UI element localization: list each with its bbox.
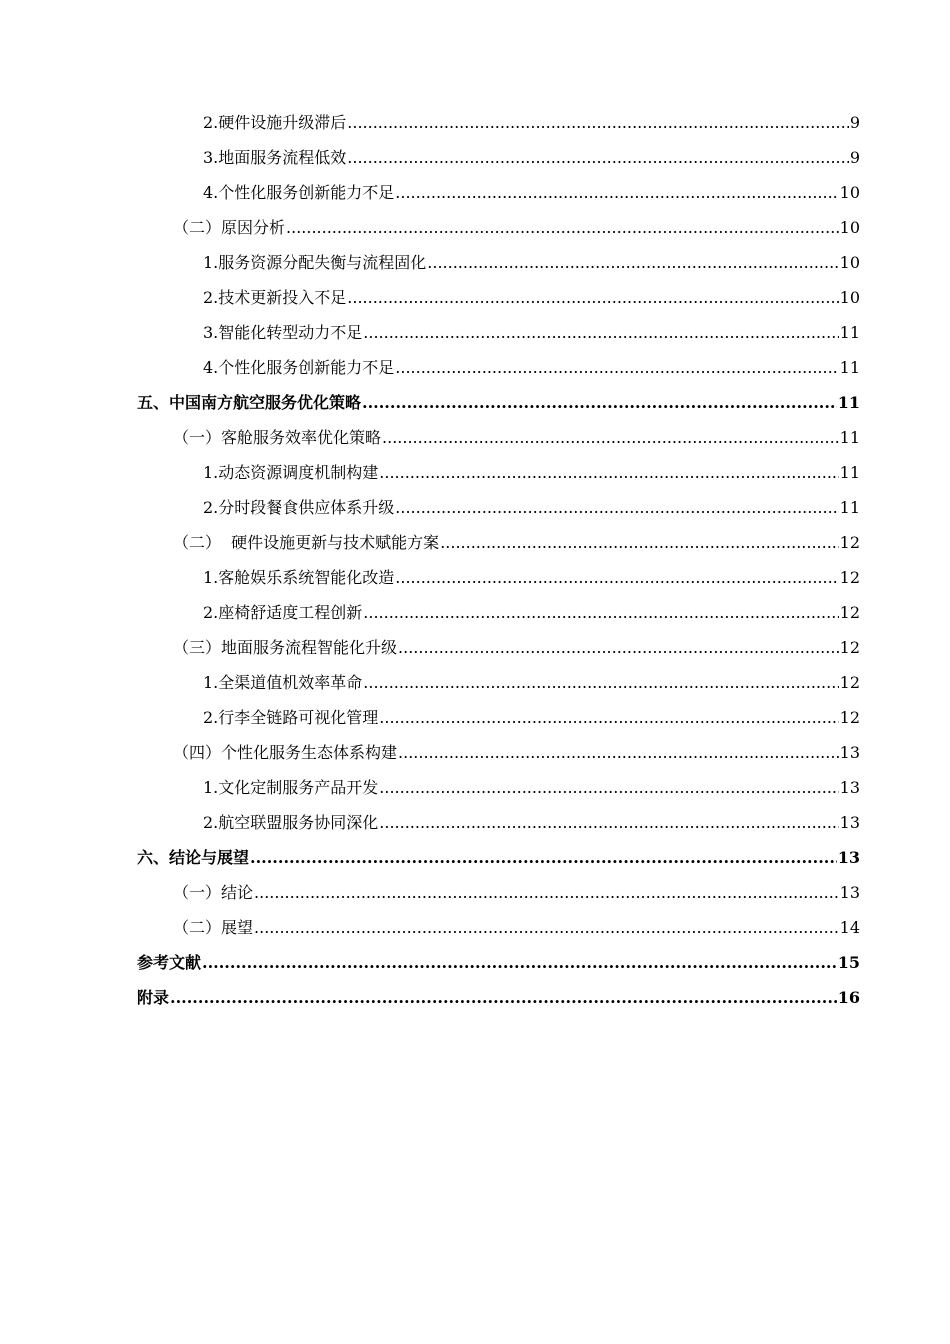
toc-entry[interactable] [137, 460, 860, 495]
toc-entry-title: 五、中国南方航空服务优化策略 [137, 393, 362, 412]
toc-entry-page-number: 11 [839, 323, 860, 342]
toc-entry-page-number: 12 [839, 638, 860, 657]
toc-entry[interactable] [137, 215, 860, 250]
toc-dot-leader [254, 918, 839, 937]
toc-dot-leader [286, 218, 839, 237]
toc-entry-title: 2.行李全链路可视化管理 [203, 708, 379, 727]
toc-dot-leader [363, 673, 838, 692]
toc-dot-leader [398, 743, 839, 762]
toc-entry[interactable] [137, 320, 860, 355]
toc-entry[interactable] [137, 845, 860, 880]
toc-dot-leader [379, 708, 838, 727]
toc-entry[interactable] [137, 705, 860, 740]
toc-entry[interactable] [137, 495, 860, 530]
toc-dot-leader [254, 883, 839, 902]
toc-entry[interactable] [137, 145, 860, 180]
toc-dot-leader [379, 778, 838, 797]
toc-dot-leader [379, 463, 838, 482]
toc-dot-leader [382, 428, 839, 447]
toc-entry-page-number: 10 [839, 253, 860, 272]
toc-entry-title: 1.服务资源分配失衡与流程固化 [203, 253, 427, 272]
toc-entry-title: 1.客舱娱乐系统智能化改造 [203, 568, 395, 587]
toc-entry-title: 参考文献 [137, 953, 202, 972]
toc-entry-page-number: 11 [839, 463, 860, 482]
toc-entry-page-number: 11 [839, 358, 860, 377]
toc-entry[interactable] [137, 810, 860, 845]
toc-entry[interactable] [137, 565, 860, 600]
toc-entry-page-number: 9 [849, 113, 860, 132]
toc-dot-leader [347, 288, 838, 307]
toc-entry[interactable] [137, 285, 860, 320]
toc-entry[interactable] [137, 880, 860, 915]
toc-entry-title: 2.硬件设施升级滞后 [203, 113, 347, 132]
toc-entry-page-number: 12 [839, 603, 860, 622]
toc-entry-title: 2.技术更新投入不足 [203, 288, 347, 307]
toc-entry-page-number: 10 [839, 218, 860, 237]
toc-entry[interactable] [137, 355, 860, 390]
toc-dot-leader [395, 183, 838, 202]
toc-entry-title: （二）展望 [173, 918, 254, 937]
toc-entry[interactable] [137, 425, 860, 460]
toc-entry-page-number: 13 [839, 883, 860, 902]
toc-entry-title: 2.航空联盟服务协同深化 [203, 813, 379, 832]
toc-dot-leader [347, 113, 849, 132]
table-of-contents [137, 110, 860, 1020]
toc-entry[interactable] [137, 635, 860, 670]
toc-entry-page-number: 10 [839, 288, 860, 307]
toc-entry-page-number: 10 [839, 183, 860, 202]
toc-entry[interactable] [137, 600, 860, 635]
toc-entry-page-number: 9 [849, 148, 860, 167]
toc-entry-title: 六、结论与展望 [137, 848, 250, 867]
toc-entry-page-number: 13 [839, 778, 860, 797]
toc-entry[interactable] [137, 915, 860, 950]
toc-entry-page-number: 11 [839, 498, 860, 517]
toc-dot-leader [250, 848, 837, 867]
toc-entry[interactable] [137, 985, 860, 1020]
toc-dot-leader [347, 148, 849, 167]
toc-entry-title: （三）地面服务流程智能化升级 [173, 638, 398, 657]
toc-entry-page-number: 16 [837, 988, 860, 1007]
toc-entry[interactable] [137, 180, 860, 215]
toc-dot-leader [395, 358, 838, 377]
toc-entry-page-number: 12 [839, 533, 860, 552]
toc-dot-leader [395, 568, 838, 587]
toc-dot-leader [362, 393, 837, 412]
toc-entry-title: 2.分时段餐食供应体系升级 [203, 498, 395, 517]
toc-entry-title: 1.动态资源调度机制构建 [203, 463, 379, 482]
toc-entry-title: （一）结论 [173, 883, 254, 902]
toc-entry-title: 4.个性化服务创新能力不足 [203, 358, 395, 377]
toc-entry-page-number: 11 [839, 428, 860, 447]
toc-entry-title: （二）原因分析 [173, 218, 286, 237]
toc-entry[interactable] [137, 390, 860, 425]
toc-entry[interactable] [137, 250, 860, 285]
toc-entry[interactable] [137, 950, 860, 985]
toc-entry-title: （一）客舱服务效率优化策略 [173, 428, 382, 447]
toc-entry-page-number: 13 [839, 743, 860, 762]
toc-dot-leader [379, 813, 838, 832]
toc-entry-page-number: 12 [839, 673, 860, 692]
toc-entry-title: 2.座椅舒适度工程创新 [203, 603, 363, 622]
toc-dot-leader [427, 253, 838, 272]
toc-entry-page-number: 12 [839, 708, 860, 727]
toc-entry-page-number: 14 [839, 918, 860, 937]
toc-dot-leader [398, 638, 839, 657]
toc-dot-leader [395, 498, 838, 517]
toc-dot-leader [363, 603, 838, 622]
toc-entry-page-number: 13 [839, 813, 860, 832]
toc-entry-title: 1.全渠道值机效率革命 [203, 673, 363, 692]
toc-entry-title: 1.文化定制服务产品开发 [203, 778, 379, 797]
toc-entry-page-number: 12 [839, 568, 860, 587]
toc-entry[interactable] [137, 110, 860, 145]
toc-dot-leader [363, 323, 838, 342]
toc-dot-leader [170, 988, 837, 1007]
toc-entry[interactable] [137, 740, 860, 775]
toc-entry[interactable] [137, 530, 860, 565]
toc-entry-title: 3.智能化转型动力不足 [203, 323, 363, 342]
toc-dot-leader [202, 953, 837, 972]
toc-entry-title: （二） 硬件设施更新与技术赋能方案 [173, 533, 440, 552]
toc-entry[interactable] [137, 775, 860, 810]
toc-entry-page-number: 11 [837, 393, 860, 412]
toc-entry[interactable] [137, 670, 860, 705]
toc-entry-page-number: 13 [837, 848, 860, 867]
toc-entry-title: 附录 [137, 988, 170, 1007]
toc-entry-title: 3.地面服务流程低效 [203, 148, 347, 167]
toc-entry-title: （四）个性化服务生态体系构建 [173, 743, 398, 762]
toc-entry-title: 4.个性化服务创新能力不足 [203, 183, 395, 202]
toc-entry-page-number: 15 [837, 953, 860, 972]
toc-dot-leader [440, 533, 838, 552]
